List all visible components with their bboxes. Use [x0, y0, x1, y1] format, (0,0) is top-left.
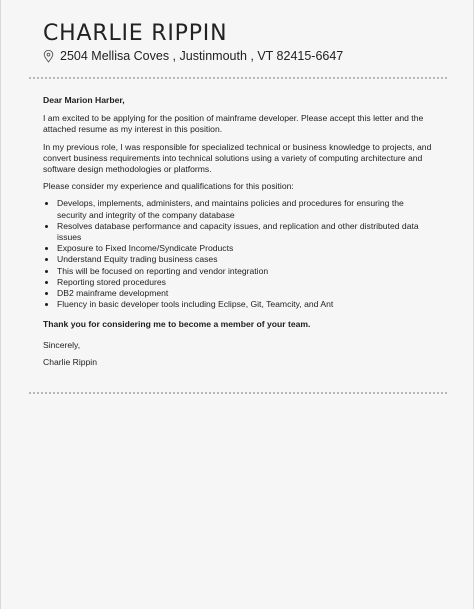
list-item: • Exposure to Fixed Income/Syndicate Products: [57, 243, 435, 254]
bottom-divider: [29, 392, 447, 394]
location-pin-icon: [43, 50, 54, 63]
list-item: • Resolves database performance and capacity issues, and replication and other distributed data issues: [57, 221, 435, 243]
qualifications-list: [43, 198, 435, 310]
top-divider: [29, 77, 447, 79]
applicant-name: CHARLIE RIPPIN: [43, 21, 228, 46]
thank-you-line: Thank you for considering me to become a member of your team.: [43, 319, 311, 330]
paragraph-qualifications: Please consider my experience and qualifications for this position:: [43, 181, 294, 192]
list-item: • Understand Equity trading business cases: [57, 254, 435, 265]
list-item: • Develops, implements, administers, and maintains policies and procedures for ensuring the security and integrity of the company database: [57, 198, 435, 220]
list-item: • This will be focused on reporting and vendor integration: [57, 266, 435, 277]
list-item: • Fluency in basic developer tools including Eclipse, Git, Teamcity, and Ant: [57, 299, 435, 310]
salutation: Dear Marion Harber,: [43, 95, 125, 105]
list-item: • DB2 mainframe development: [57, 288, 435, 299]
signature: Charlie Rippin: [43, 356, 97, 367]
address-line: [43, 49, 343, 63]
paragraph-experience: In my previous role, I was responsible for specialized technical or business knowledge to projects, and convert business requirements into technical solutions using a variety of computing architecture and software design methodologies or platforms.: [43, 141, 432, 175]
closing: Sincerely,: [43, 339, 81, 350]
paragraph-intro: I am excited to be applying for the position of mainframe developer. Please accept this letter and the attached resume as my interest in this position.: [43, 113, 424, 135]
letter-body: [43, 95, 435, 374]
address-text: 2504 Mellisa Coves , Justinmouth , VT 82415-6647: [60, 49, 344, 63]
list-item: • Reporting stored procedures: [57, 277, 435, 288]
